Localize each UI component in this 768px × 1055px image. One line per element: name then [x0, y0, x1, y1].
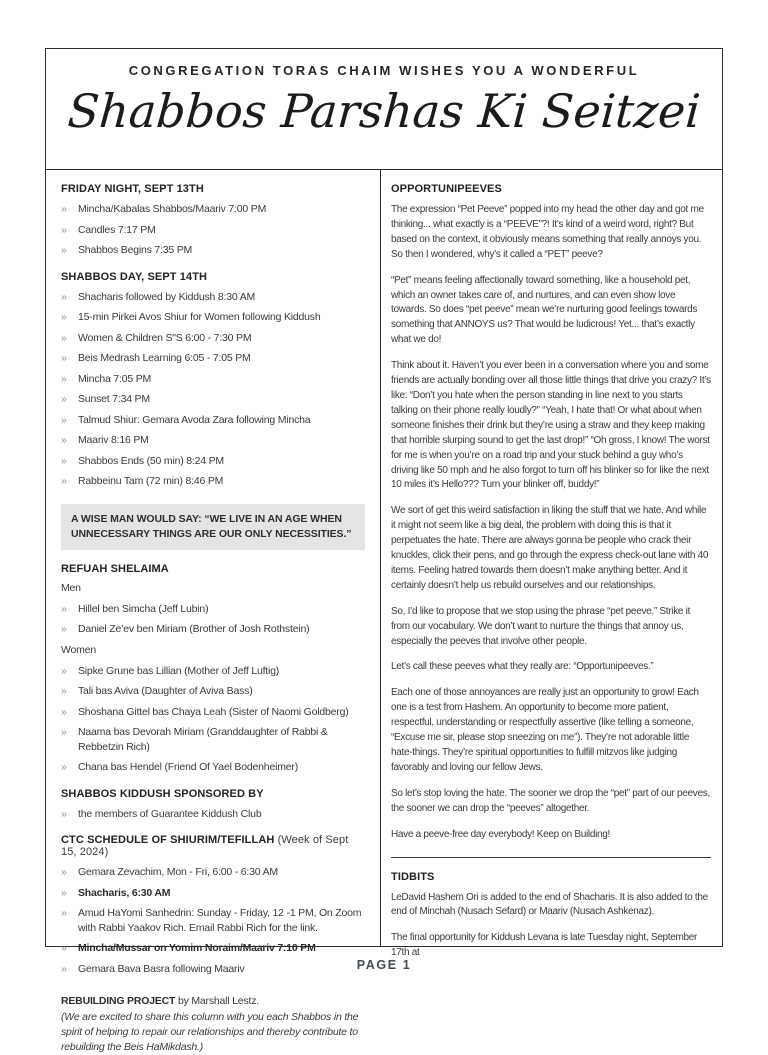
kiddush-list	[61, 807, 367, 822]
essay-paragraph: So let’s stop loving the hate. The sooner we drop the “pet” part of our peeves, the sooner we can drop the “peeves” altogether.	[391, 787, 710, 814]
schedule-item-text: Rabbeinu Tam (72 min) 8:46 PM	[78, 475, 224, 487]
bullet-icon: »	[61, 664, 67, 677]
schedule-item-text: Mincha/Kabalas Shabbos/Maariv 7:00 PM	[78, 203, 267, 215]
refuah-name: Daniel Ze’ev ben Miriam (Brother of Josh Rothstein)	[78, 623, 310, 635]
section-heading-tidbits: TIDBITS	[391, 870, 435, 883]
masthead	[46, 49, 722, 170]
bullet-icon: »	[61, 413, 67, 426]
schedule-item	[61, 413, 367, 428]
schedule-item-text: Candles 7:17 PM	[78, 223, 156, 236]
essay-paragraph: So, I’d like to propose that we stop using the phrase “pet peeve.” Strike it from our vocabulary. We don’t want to nurture the things that annoy us, especially the peeves that involve other people.	[391, 605, 691, 647]
bullet-icon: »	[61, 886, 67, 899]
essay-paragraph: We sort of get this weird satisfaction in liking the stuff that we hate. And while it might not seem like a big deal, the problem with doing this is that it perpetuates the hate. There are always gonna be people who crack their knuckles, click their pens, and go through the express check-out lane with 40 items. Feeling hatred towards them doesn’t make anything better. And it certainly doesn’t help us rebuild ourselves and our relationships.	[391, 505, 709, 591]
ctc-item-text: Amud HaYomi Sanhedrin: Sunday - Friday, 12 -1 PM, On Zoom with Rabbi Yaakov Rich. Email Rabbi Rich for the link.	[78, 907, 362, 934]
bullet-icon: »	[61, 434, 67, 446]
bullet-icon: »	[61, 311, 67, 323]
section-heading-friday-night: FRIDAY NIGHT, SEPT 13TH	[61, 183, 204, 195]
left-column	[46, 170, 381, 1053]
rebuilding-project-block	[61, 994, 367, 1055]
section-heading-shabbos-day: SHABBOS DAY, SEPT 14TH	[61, 270, 208, 283]
schedule-item	[61, 290, 367, 305]
refuah-item	[61, 664, 367, 679]
essay-paragraph: Think about it. Haven’t you ever been in a conversation where you and some friends are actually bonding over all those little things that drive you crazy? It’s like: “Don’t you hate when the person standing in line next to you starts talking on their phone really loudly?” “Yeah, I hate that! Or what about when someone finishes their drink but they’re using a straw and they keep making that horrible slurping sound to get the last drop!” “Oh gross, I know! The worst for me is when you’re on a road trip and your stuck behind a guy who’s driving like 50 mph and he also forgot to turn off his blinker so for like the next 10 miles it’s Hello??? Turn your blinker off, buddy!”	[391, 360, 711, 491]
section-heading-ctc	[61, 834, 367, 858]
bullet-icon: »	[61, 962, 67, 975]
bullet-icon: »	[61, 807, 67, 820]
bullet-icon: »	[61, 866, 67, 878]
schedule-item	[61, 351, 367, 366]
tidbits-divider	[391, 857, 711, 858]
refuah-women-list	[61, 664, 367, 775]
schedule-item-text: Maariv 8:16 PM	[78, 434, 149, 446]
schedule-item-text: Shabbos Begins 7:35 PM	[78, 244, 193, 256]
bullet-icon: »	[61, 203, 67, 215]
page-number: PAGE 1	[356, 958, 412, 972]
shabbos-day-list	[61, 290, 367, 489]
refuah-name: Tali bas Aviva (Daughter of Aviva Bass)	[78, 685, 253, 697]
bullet-icon: »	[61, 454, 67, 467]
refuah-name: Shoshana Gittel bas Chaya Leah (Sister of Naomi Goldberg)	[78, 705, 349, 718]
rebuilding-heading: REBUILDING PROJECT	[61, 995, 176, 1007]
bullet-icon: »	[61, 223, 67, 236]
refuah-item	[61, 622, 367, 637]
essay-paragraph: Each one of those annoyances are really just an opportunity to grow! Each one is a test from Hashem. An opportunity to become more patient, respectful, understanding or respectfully assertive (like telling a someone, “Excuse me sir, please stop sneezing on me”). They’re not adorable little hate-things. They’re spiritual opportunities to fulfill mitzvos like judging favorably and loving our fellow Jews.	[391, 687, 699, 773]
rebuilding-byline: by Marshall Lestz.	[175, 995, 259, 1007]
friday-night-list	[61, 202, 367, 258]
schedule-item	[61, 243, 367, 258]
refuah-item	[61, 705, 367, 720]
kiddush-item	[61, 807, 367, 822]
ctc-item	[61, 906, 367, 935]
bullet-icon: »	[61, 705, 67, 718]
bullet-icon: »	[61, 352, 67, 364]
essay-paragraph: The expression “Pet Peeve” popped into my head the other day and got me thinking... what exactly is a “PEEVE”?! It’s kind of a weird word, right? But based on the context, it obviously means something that really annoys you. So then I wondered, why’s it called a “PET” peeve?	[391, 204, 704, 260]
bullet-icon: »	[61, 907, 67, 919]
tidbits-paragraph: LeDavid Hashem Ori is added to the end of Shacharis. It is also added to the end of Minchah (Nusach Sefard) or Maariv (Nusach Ashkenaz).	[391, 891, 708, 918]
ctc-item-text: Mincha/Mussar on Yomim Noraim/Maariv 7:10 PM	[78, 942, 316, 954]
right-column	[381, 170, 722, 959]
schedule-item	[61, 310, 367, 325]
bullet-icon: »	[61, 244, 67, 256]
schedule-item	[61, 372, 367, 387]
schedule-item	[61, 474, 367, 489]
schedule-item-text: Talmud Shiur: Gemara Avoda Zara following Mincha	[78, 413, 311, 426]
schedule-item	[61, 331, 367, 346]
refuah-item	[61, 684, 367, 699]
refuah-name: Hillel ben Simcha (Jeff Lubin)	[78, 602, 209, 615]
rebuilding-note: (We are excited to share this column with you each Shabbos in the spirit of helping to repair our relationships and thereby contribute to rebuilding the Beis HaMikdash.)	[61, 1011, 359, 1053]
ctc-heading-text: CTC SCHEDULE OF SHIURIM/TEFILLAH	[61, 834, 275, 846]
wise-man-quote-box: A WISE MAN WOULD SAY: “WE LIVE IN AN AGE WHEN UNNECESSARY THINGS ARE OUR ONLY NECESSITIES.”	[61, 504, 365, 550]
schedule-item-text: Shacharis followed by Kiddush 8:30 AM	[78, 290, 256, 303]
schedule-item	[61, 392, 367, 407]
masthead-subtitle: CONGREGATION TORAS CHAIM WISHES YOU A WONDERFUL	[128, 63, 640, 78]
ctc-item	[61, 941, 367, 956]
ctc-item-text: Gemara Zevachim, Mon - Fri, 6:00 - 6:30 AM	[78, 866, 278, 878]
essay-paragraph: “Pet” means feeling affectionally toward something, like a household pet, which an owner takes care of, and nurtures, and can even show love towards. So does “pet peeve” mean we’re nurturing good feelings towards something that ANNOYS us? That would be ludicrous! Yet... that’s exactly what we do!	[391, 274, 698, 346]
bullet-icon: »	[61, 623, 67, 635]
schedule-item	[61, 454, 367, 469]
schedule-item	[61, 223, 367, 238]
rebuilding-title-line	[61, 994, 367, 1009]
schedule-item	[61, 433, 367, 448]
refuah-name: Naama bas Devorah Miriam (Granddaughter of Rabbi & Rebbetzin Rich)	[78, 726, 328, 753]
schedule-item-text: 15-min Pirkei Avos Shiur for Women following Kiddush	[78, 311, 321, 323]
bullet-icon: »	[61, 331, 67, 344]
bullet-icon: »	[61, 372, 67, 385]
refuah-name: Chana bas Hendel (Friend Of Yael Bodenheimer)	[78, 761, 298, 773]
ctc-heading-week: (Week of Sept 15, 2024)	[61, 834, 349, 858]
bullet-icon: »	[61, 602, 67, 615]
bullet-icon: »	[61, 726, 67, 738]
schedule-item-text: Sunset 7:34 PM	[78, 393, 150, 405]
bullet-icon: »	[61, 290, 67, 303]
bullet-icon: »	[61, 685, 67, 697]
schedule-item-text: Beis Medrash Learning 6:05 - 7:05 PM	[78, 352, 251, 364]
refuah-item	[61, 760, 367, 775]
bullet-icon: »	[61, 393, 67, 405]
refuah-item	[61, 602, 367, 617]
refuah-item	[61, 725, 367, 754]
section-heading-refuah: REFUAH SHELAIMA	[61, 562, 169, 575]
essay-paragraph: Let’s call these peeves what they really are: “Opportunipeeves.”	[391, 661, 654, 673]
ctc-item-text: Gemara Bava Basra following Maariv	[78, 962, 245, 975]
ctc-item	[61, 886, 367, 901]
section-heading-kiddush: SHABBOS KIDDUSH SPONSORED BY	[61, 787, 264, 800]
bullet-icon: »	[61, 475, 67, 487]
section-heading-opportunipeeves: OPPORTUNIPEEVES	[391, 183, 502, 195]
refuah-women-label: Women	[61, 643, 96, 656]
masthead-title: Shabbos Parshas Ki Seitzei	[65, 84, 703, 138]
bullet-icon: »	[61, 942, 67, 954]
tidbits-paragraph: The final opportunity for Kiddush Levana is late Tuesday night, September 17th at	[391, 932, 698, 959]
schedule-item-text: Women & Children S"S 6:00 - 7:30 PM	[78, 331, 252, 344]
ctc-item-text: Shacharis, 6:30 AM	[78, 886, 171, 899]
schedule-item-text: Mincha 7:05 PM	[78, 372, 152, 385]
ctc-item	[61, 865, 367, 880]
refuah-men-list	[61, 602, 367, 637]
kiddush-item-text: the members of Guarantee Kiddush Club	[78, 807, 262, 820]
schedule-item-text: Shabbos Ends (50 min) 8:24 PM	[78, 454, 224, 467]
essay-paragraph: Have a peeve-free day everybody! Keep on Building!	[391, 828, 611, 840]
refuah-name: Sipke Grune bas Lillian (Mother of Jeff Luftig)	[78, 664, 280, 677]
refuah-men-label: Men	[61, 581, 81, 594]
bullet-icon: »	[61, 761, 67, 773]
schedule-item	[61, 202, 367, 217]
